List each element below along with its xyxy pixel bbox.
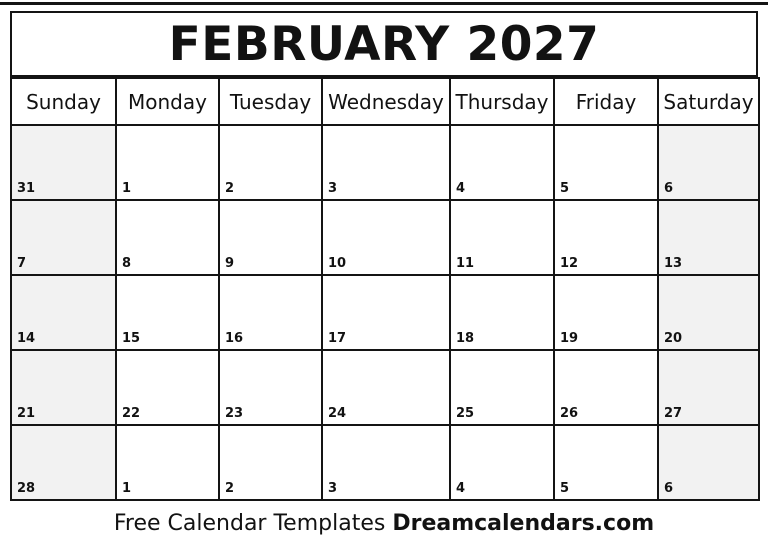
day-cell: 21 — [11, 350, 116, 425]
footer-brand: Dreamcalendars.com — [392, 511, 655, 536]
week-row-3 — [11, 275, 759, 350]
weekday-header-friday: Friday — [554, 78, 658, 125]
week-row-4 — [11, 350, 759, 425]
day-cell: 3 — [322, 425, 450, 500]
day-cell: 8 — [116, 200, 219, 275]
week-row-5 — [11, 425, 759, 500]
day-cell: 26 — [554, 350, 658, 425]
day-cell: 17 — [322, 275, 450, 350]
footer-text: Free Calendar Templates — [113, 511, 386, 536]
day-cell: 28 — [11, 425, 116, 500]
day-cell: 20 — [658, 275, 759, 350]
day-cell: 23 — [219, 350, 322, 425]
weekday-header-thursday: Thursday — [450, 78, 554, 125]
week-row-2 — [11, 200, 759, 275]
footer — [0, 511, 768, 536]
weekday-header-tuesday: Tuesday — [219, 78, 322, 125]
day-cell: 14 — [11, 275, 116, 350]
weekday-header-row — [11, 78, 759, 125]
calendar-title: FEBRUARY 2027 — [168, 16, 600, 72]
day-cell: 16 — [219, 275, 322, 350]
day-cell: 1 — [116, 425, 219, 500]
day-cell: 1 — [116, 125, 219, 200]
day-cell: 24 — [322, 350, 450, 425]
day-cell: 4 — [450, 425, 554, 500]
day-cell: 5 — [554, 125, 658, 200]
day-cell: 12 — [554, 200, 658, 275]
day-cell: 2 — [219, 125, 322, 200]
top-border-line — [0, 2, 768, 5]
day-cell: 6 — [658, 425, 759, 500]
day-cell: 2 — [219, 425, 322, 500]
weekday-header-sunday: Sunday — [11, 78, 116, 125]
calendar-title-box — [10, 11, 758, 77]
day-cell: 25 — [450, 350, 554, 425]
weekday-header-monday: Monday — [116, 78, 219, 125]
day-cell: 15 — [116, 275, 219, 350]
day-cell: 4 — [450, 125, 554, 200]
day-cell: 18 — [450, 275, 554, 350]
weekday-header-wednesday: Wednesday — [322, 78, 450, 125]
day-cell: 22 — [116, 350, 219, 425]
week-row-1 — [11, 125, 759, 200]
day-cell: 11 — [450, 200, 554, 275]
calendar-grid — [10, 77, 760, 501]
day-cell: 31 — [11, 125, 116, 200]
calendar — [10, 11, 758, 501]
day-cell: 10 — [322, 200, 450, 275]
day-cell: 27 — [658, 350, 759, 425]
day-cell: 6 — [658, 125, 759, 200]
day-cell: 13 — [658, 200, 759, 275]
day-cell: 5 — [554, 425, 658, 500]
day-cell: 7 — [11, 200, 116, 275]
day-cell: 9 — [219, 200, 322, 275]
weekday-header-saturday: Saturday — [658, 78, 759, 125]
day-cell: 3 — [322, 125, 450, 200]
day-cell: 19 — [554, 275, 658, 350]
